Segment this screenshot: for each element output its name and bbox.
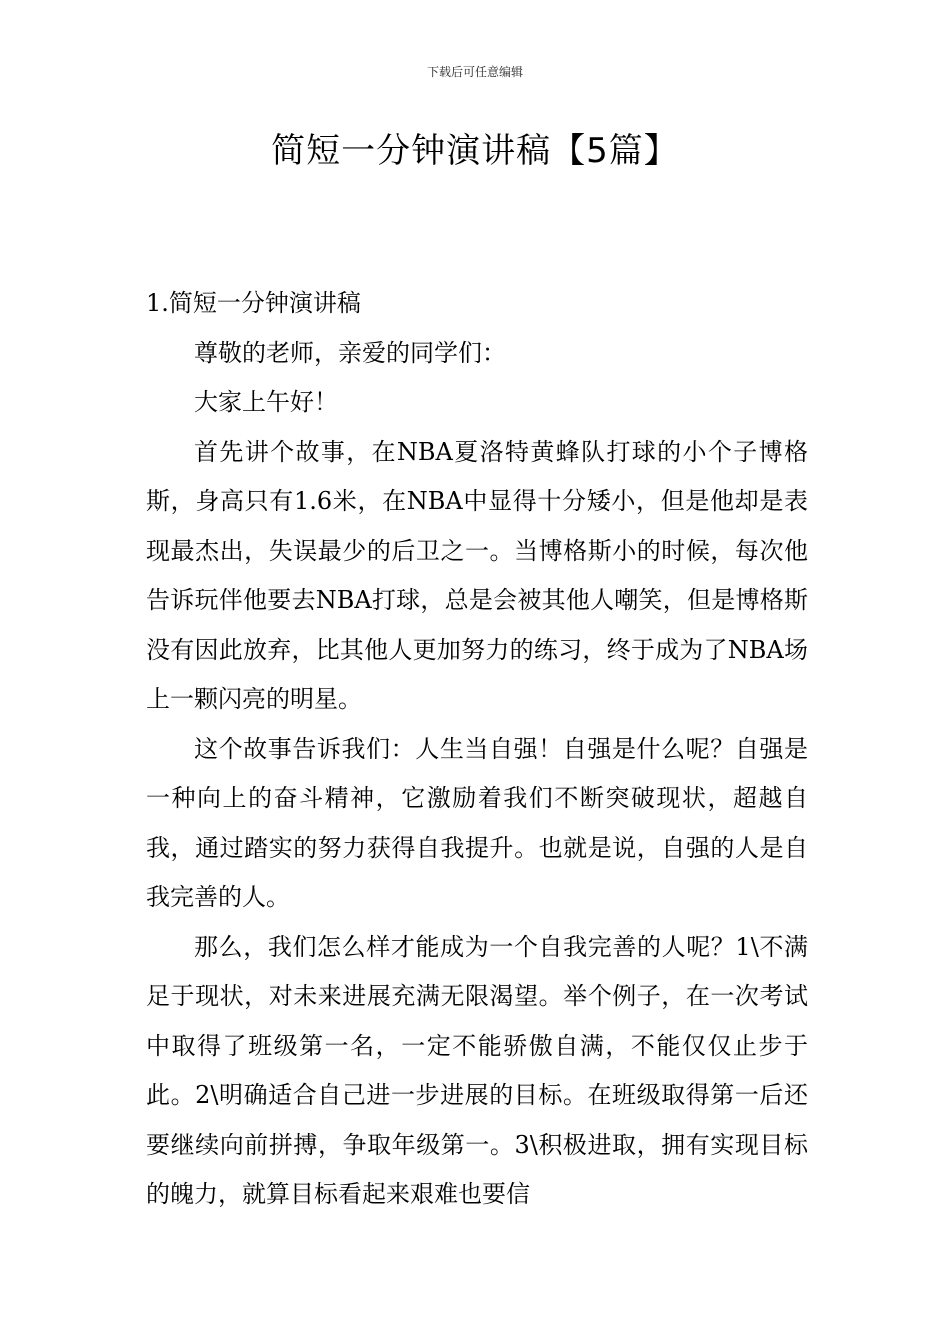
page-header-note: 下载后可任意编辑: [426, 65, 523, 79]
section-heading: 1.简短一分钟演讲稿: [146, 289, 361, 317]
document-title: 简短一分钟演讲稿【5篇】: [271, 131, 679, 171]
document-body: [146, 279, 808, 1220]
paragraph-method: 那么，我们怎么样才能成为一个自我完善的人呢？1\不满足于现状，对未来进展充满无限渴望。举个例子，在一次考试中取得了班级第一名，一定不能骄傲自满，不能仅仅止步于此。2\明确适合自己进一步进展的目标。在班级取得第一后还要继续向前拼搏，争取年级第一。3\积极进取，拥有实现目标的魄力，就算目标看起来艰难也要信: [146, 932, 808, 1208]
paragraph-greeting: 大家上午好！: [194, 388, 338, 416]
paragraph-lesson: 这个故事告诉我们：人生当自强！自强是什么呢？自强是一种向上的奋斗精神，它激励着我们不断突破现状，超越自我，通过踏实的努力获得自我提升。也就是说，自强的人是自我完善的人。: [146, 734, 808, 911]
paragraph-story: 首先讲个故事，在NBA夏洛特黄蜂队打球的小个子博格斯，身高只有1.6米，在NBA中显得十分矮小，但是他却是表现最杰出，失误最少的后卫之一。当博格斯小的时候，每次他告诉玩伴他要去NBA打球，总是会被其他人嘲笑，但是博格斯没有因此放弃，比其他人更加努力的练习，终于成为了NBA场上一颗闪亮的明星。: [146, 437, 808, 713]
paragraph-salutation: 尊敬的老师，亲爱的同学们：: [194, 338, 506, 367]
